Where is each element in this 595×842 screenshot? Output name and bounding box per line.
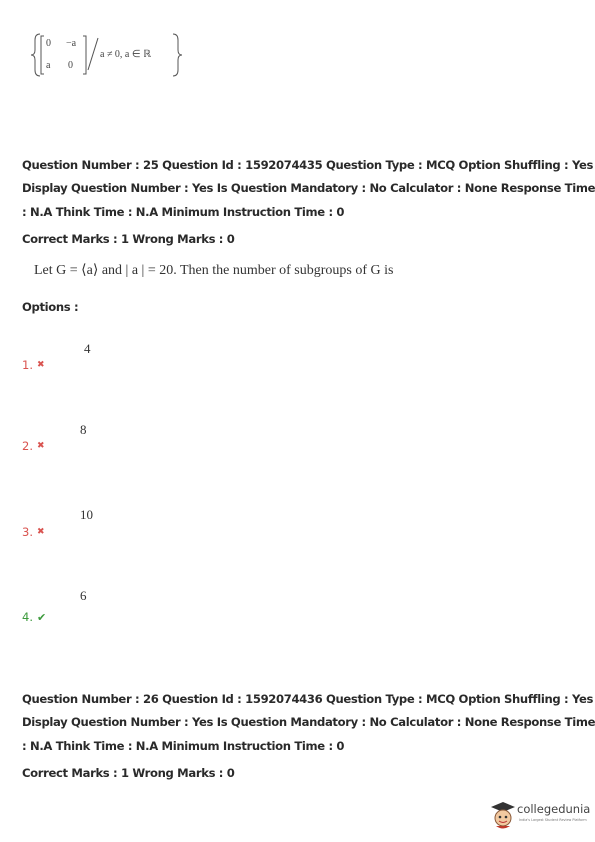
q25-meta-line2: Display Question Number : Yes Is Question Mandatory : No Calculator : None Response Time: [22, 181, 595, 195]
set-expression: [30, 30, 190, 80]
q25-question-text: [34, 262, 393, 279]
logo-name: collegedunia: [517, 802, 591, 816]
q26-marks: Correct Marks : 1 Wrong Marks : 0: [22, 766, 235, 780]
q26-meta-line3: : N.A Think Time : N.A Minimum Instruction Time : 0: [22, 739, 345, 753]
graduate-mascot-icon: [490, 800, 516, 830]
q25-text-group: ⟨a⟩: [81, 263, 99, 278]
option-2[interactable]: [22, 439, 45, 453]
q26-meta-line1: Question Number : 26 Question Id : 1592074436 Question Type : MCQ Option Shuffling : Yes: [22, 692, 594, 706]
option-3-value: 10: [80, 507, 93, 522]
cross-icon: ✖: [36, 360, 45, 370]
q26-meta-line2: Display Question Number : Yes Is Question Mandatory : No Calculator : None Response Time: [22, 715, 595, 729]
q25-text-rest: and | a | = 20. Then the number of subgroups of G is: [98, 263, 394, 278]
option-2-number: 2.: [22, 439, 33, 453]
option-1[interactable]: [22, 358, 45, 372]
q25-text-prefix: Let G =: [34, 263, 82, 278]
logo-tagline: India's Largest Student Review Platform: [519, 818, 587, 822]
cross-icon: ✖: [36, 527, 45, 537]
collegedunia-logo[interactable]: [490, 798, 590, 832]
matrix-r1c2: −a: [66, 38, 77, 49]
option-1-value: 4: [84, 341, 91, 356]
option-2-value: 8: [80, 422, 87, 437]
matrix-r2c2: 0: [68, 60, 73, 71]
cross-icon: ✖: [36, 441, 45, 451]
check-icon: ✔: [36, 610, 47, 624]
matrix-r2c1: a: [46, 60, 51, 71]
option-4-value: 6: [80, 588, 87, 603]
set-condition: a ≠ 0, a ∈ ℝ: [100, 49, 151, 60]
option-3-number: 3.: [22, 525, 33, 539]
option-3[interactable]: [22, 525, 45, 539]
matrix-r1c1: 0: [46, 38, 51, 49]
option-4-number: 4.: [22, 610, 33, 624]
options-label: Options :: [22, 300, 79, 314]
q25-meta-line1: Question Number : 25 Question Id : 1592074435 Question Type : MCQ Option Shuffling : Yes: [22, 158, 594, 172]
option-1-number: 1.: [22, 358, 33, 372]
q25-meta-line3: : N.A Think Time : N.A Minimum Instruction Time : 0: [22, 205, 345, 219]
q25-marks: Correct Marks : 1 Wrong Marks : 0: [22, 232, 235, 246]
option-4[interactable]: [22, 610, 46, 624]
